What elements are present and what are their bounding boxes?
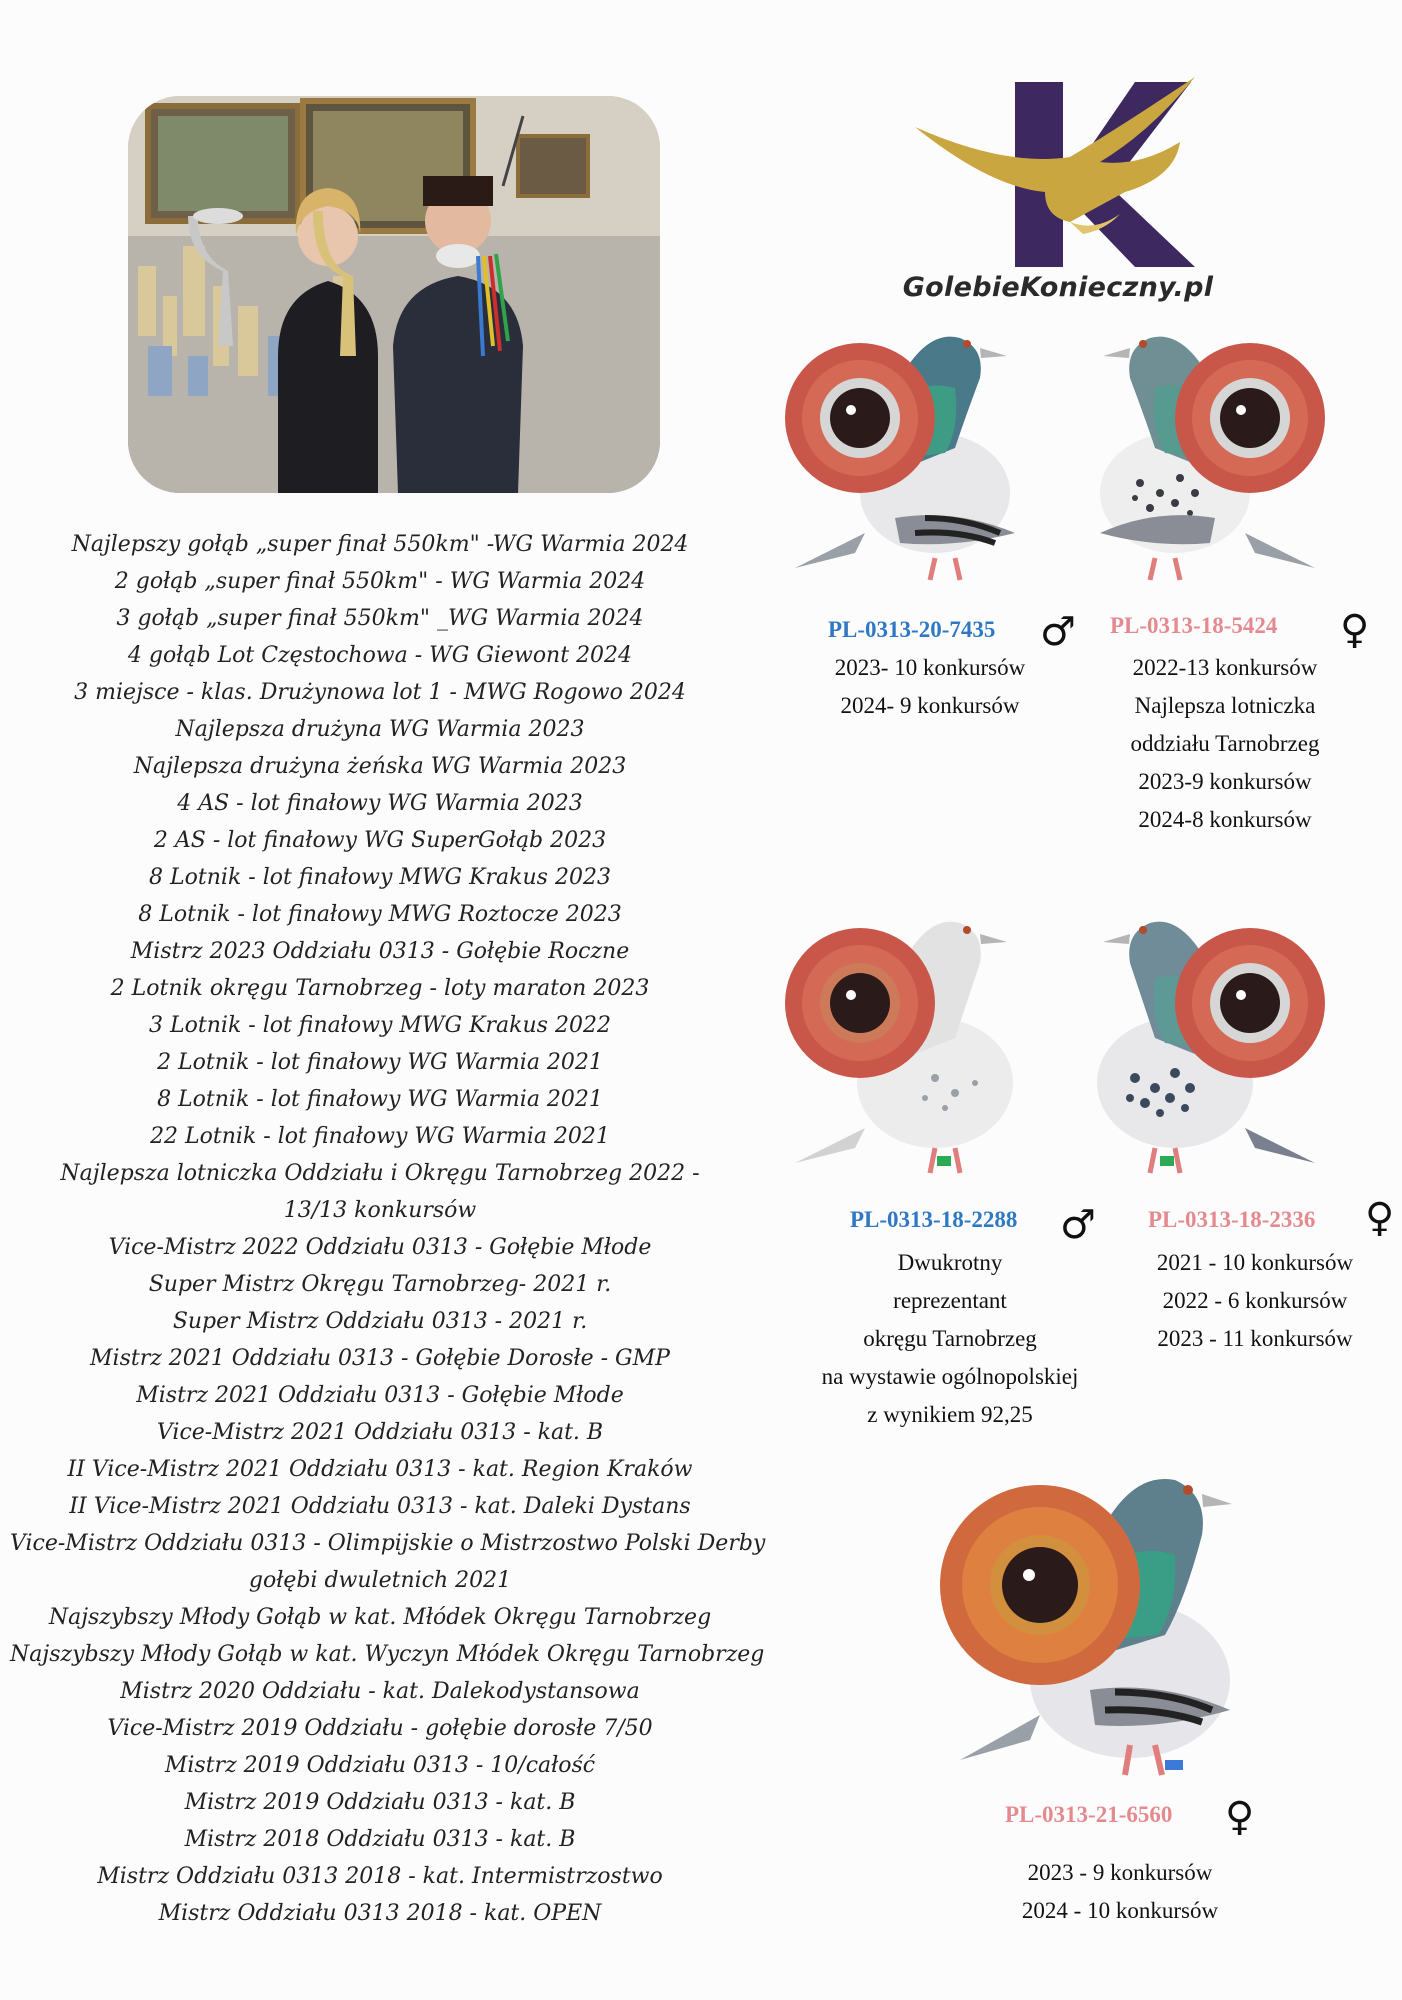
pigeon-5-details: 2023 - 9 konkursów 2024 - 10 konkursów bbox=[1021, 1860, 1219, 1923]
achievement-line: 8 Lotnik - lot finałowy WG Warmia 2021 bbox=[157, 1087, 603, 1112]
achievement-line: II Vice-Mistrz 2021 Oddziału 0313 - kat. Region Kraków bbox=[67, 1457, 693, 1482]
achievement-line: Mistrz Oddziału 0313 2018 - kat. Intermistrzostwo bbox=[97, 1864, 663, 1889]
pigeon-4-ring: PL-0313-18-2336 bbox=[1148, 1207, 1316, 1232]
female-symbol-icon: ♀ bbox=[1225, 1794, 1255, 1840]
pigeon-1-details: 2023- 10 konkursów 2024- 9 konkursów bbox=[834, 655, 1026, 718]
achievement-line: Najszybszy Młody Gołąb w kat. Młódek Okręgu Tarnobrzeg bbox=[48, 1605, 712, 1630]
pigeon-1-illustration bbox=[785, 318, 1030, 588]
female-symbol-icon: ♀ bbox=[1340, 607, 1370, 653]
achievement-line: Vice-Mistrz 2021 Oddziału 0313 - kat. B bbox=[156, 1420, 604, 1445]
achievements-list bbox=[10, 526, 766, 1932]
achievement-line: Super Mistrz Oddziału 0313 - 2021 r. bbox=[172, 1309, 588, 1334]
achievement-line: 13/13 konkursów bbox=[283, 1198, 477, 1223]
achievement-line: gołębi dwuletnich 2021 bbox=[248, 1568, 512, 1593]
achievement-line: 3 gołąb „super finał 550km" _WG Warmia 2024 bbox=[116, 606, 644, 631]
achievement-line: Mistrz 2021 Oddziału 0313 - Gołębie Młode bbox=[136, 1383, 624, 1408]
achievement-line: 8 Lotnik - lot finałowy MWG Krakus 2023 bbox=[149, 865, 611, 890]
achievement-line: 2 gołąb „super finał 550km" - WG Warmia 2024 bbox=[114, 569, 646, 594]
achievement-line: II Vice-Mistrz 2021 Oddziału 0313 - kat. Daleki Dystans bbox=[69, 1494, 691, 1519]
pigeon-5-illustration bbox=[940, 1460, 1270, 1790]
achievement-line: Najlepsza lotniczka Oddziału i Okręgu Tarnobrzeg 2022 - bbox=[60, 1161, 700, 1186]
male-symbol-icon: ♂ bbox=[1060, 1202, 1096, 1248]
pigeon-1-ring: PL-0313-20-7435 bbox=[828, 617, 996, 642]
achievement-line: 4 AS - lot finałowy WG Warmia 2023 bbox=[177, 791, 583, 816]
achievement-line: 2 Lotnik - lot finałowy WG Warmia 2021 bbox=[157, 1050, 603, 1075]
pigeon-3-details: Dwukrotny reprezentant okręgu Tarnobrzeg na wystawie ogólnopolskiej z wynikiem 92,25 bbox=[821, 1250, 1079, 1427]
achievement-line: Vice-Mistrz 2022 Oddziału 0313 - Gołębie Młode bbox=[108, 1235, 652, 1260]
achievement-line: 22 Lotnik - lot finałowy WG Warmia 2021 bbox=[150, 1124, 610, 1149]
pigeon-2-details: 2022-13 konkursów Najlepsza lotniczka oddziału Tarnobrzeg 2023-9 konkursów 2024-8 konkursów bbox=[1130, 655, 1320, 832]
achievement-line: Vice-Mistrz Oddziału 0313 - Olimpijskie o Mistrzostwo Polski Derby bbox=[10, 1531, 766, 1556]
achievement-line: Vice-Mistrz 2019 Oddziału - gołębie dorosłe 7/50 bbox=[107, 1716, 653, 1741]
achievement-line: 3 miejsce - klas. Drużynowa lot 1 - MWG Rogowo 2024 bbox=[74, 680, 686, 705]
brand-name: GolebieKonieczny.pl bbox=[902, 272, 1214, 303]
male-symbol-icon: ♂ bbox=[1040, 609, 1076, 655]
achievement-line: Mistrz 2023 Oddziału 0313 - Gołębie Roczne bbox=[130, 939, 630, 964]
achievement-line: Mistrz 2021 Oddziału 0313 - Gołębie Dorosłe - GMP bbox=[90, 1346, 670, 1371]
achievement-line: Najlepsza drużyna WG Warmia 2023 bbox=[175, 717, 585, 742]
achievement-line: Najlepsza drużyna żeńska WG Warmia 2023 bbox=[133, 754, 627, 779]
pigeon-2-illustration bbox=[1080, 318, 1325, 588]
achievement-line: 8 Lotnik - lot finałowy MWG Roztocze 2023 bbox=[138, 902, 622, 927]
pigeon-3-ring: PL-0313-18-2288 bbox=[850, 1207, 1018, 1232]
female-symbol-icon: ♀ bbox=[1365, 1195, 1395, 1241]
achievement-line: Super Mistrz Okręgu Tarnobrzeg- 2021 r. bbox=[148, 1272, 612, 1297]
achievement-line: Mistrz Oddziału 0313 2018 - kat. OPEN bbox=[158, 1901, 602, 1926]
pigeon-3-illustration bbox=[785, 898, 1030, 1183]
achievement-line: Mistrz 2019 Oddziału 0313 - 10/całość bbox=[164, 1753, 596, 1778]
pigeon-4-illustration bbox=[1080, 898, 1325, 1183]
achievement-line: 4 gołąb Lot Częstochowa - WG Giewont 2024 bbox=[127, 643, 633, 668]
pigeon-2-ring: PL-0313-18-5424 bbox=[1110, 613, 1278, 638]
achievement-line: Najlepszy gołąb „super finał 550km" -WG Warmia 2024 bbox=[71, 532, 689, 557]
achievement-line: 2 Lotnik okręgu Tarnobrzeg - loty maraton 2023 bbox=[110, 976, 650, 1001]
achievement-line: Mistrz 2019 Oddziału 0313 - kat. B bbox=[184, 1790, 576, 1815]
owners-photo bbox=[128, 96, 660, 493]
achievement-line: 2 AS - lot finałowy WG SuperGołąb 2023 bbox=[153, 828, 607, 853]
pigeon-4-details: 2021 - 10 konkursów 2022 - 6 konkursów 2023 - 11 konkursów bbox=[1156, 1250, 1354, 1351]
pigeon-5-ring: PL-0313-21-6560 bbox=[1005, 1802, 1173, 1827]
achievement-line: 3 Lotnik - lot finałowy MWG Krakus 2022 bbox=[149, 1013, 611, 1038]
achievement-line: Mistrz 2018 Oddziału 0313 - kat. B bbox=[184, 1827, 576, 1852]
achievement-line: Mistrz 2020 Oddziału - kat. Dalekodystansowa bbox=[120, 1679, 640, 1704]
achievement-line: Najszybszy Młody Gołąb w kat. Wyczyn Młódek Okręgu Tarnobrzeg bbox=[10, 1642, 765, 1667]
